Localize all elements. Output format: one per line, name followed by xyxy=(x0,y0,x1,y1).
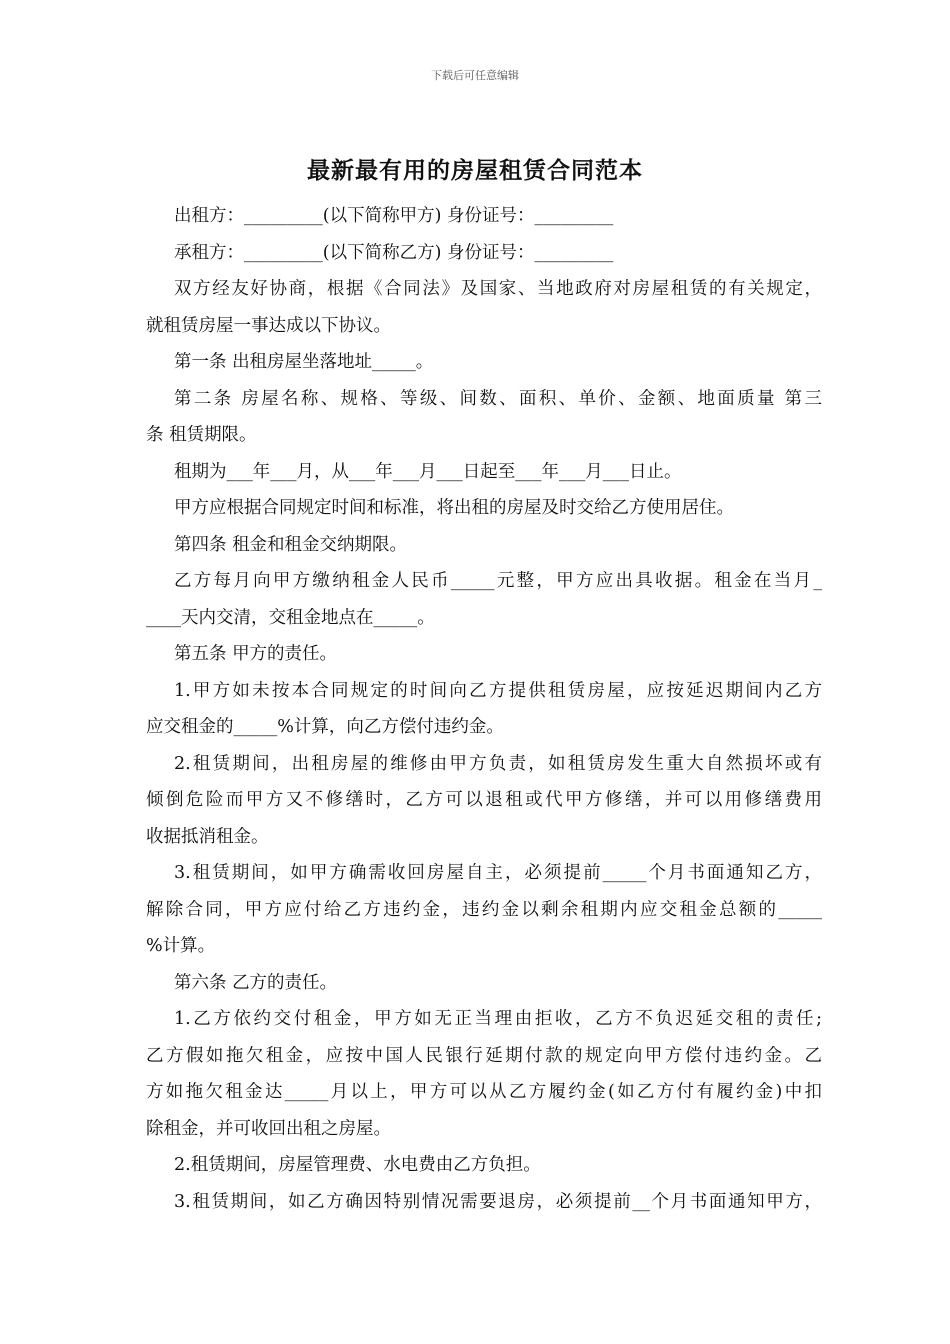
text-line: 应交租金的_____%计算，向乙方偿付违约金。 xyxy=(146,717,504,737)
text-line: 第六条 乙方的责任。 xyxy=(174,972,338,993)
text-line: 乙方假如拖欠租金，应按中国人民银行延期付款的规定向甲方偿付违约金。乙 xyxy=(146,1045,822,1066)
text-line: 第四条 租金和租金交纳期限。 xyxy=(174,534,408,555)
text-line: 收据抵消租金。 xyxy=(146,826,269,847)
text-line: 出租方：_________(以下简称甲方) 身份证号：_________ xyxy=(174,206,614,226)
text-line: 2.租赁期间，出租房屋的维修由甲方负责，如租赁房发生重大自然损坏或有 xyxy=(174,753,822,774)
text-line: 第一条 出租房屋坐落地址_____。 xyxy=(174,352,434,372)
text-line: 方如拖欠租金达_____月以上，甲方可以从乙方履约金(如乙方付有履约金)中扣 xyxy=(146,1082,822,1102)
text-line: 3.租赁期间，如乙方确因特别情况需要退房，必须提前__个月书面通知甲方， xyxy=(174,1191,822,1212)
text-line: ____天内交清，交租金地点在_____。 xyxy=(146,607,435,628)
text-line: 2.租赁期间，房屋管理费、水电费由乙方负担。 xyxy=(174,1155,541,1175)
text-line: 承租方：_________(以下简称乙方) 身份证号：_________ xyxy=(174,242,614,263)
text-line: 3.租赁期间，如甲方确需收回房屋自主，必须提前_____个月书面通知乙方， xyxy=(174,863,822,883)
text-line: 条 租赁期限。 xyxy=(146,425,257,445)
text-line: 甲方应根据合同规定时间和标准，将出租的房屋及时交给乙方使用居住。 xyxy=(174,498,734,518)
text-line: 1.甲方如未按本合同规定的时间向乙方提供租赁房屋，应按延迟期间内乙方 xyxy=(174,680,822,701)
header-note: 下载后可任意编辑 xyxy=(431,69,519,82)
text-line: 双方经友好协商，根据《合同法》及国家、当地政府对房屋租赁的有关规定， xyxy=(174,279,822,299)
text-line: %计算。 xyxy=(146,936,216,956)
text-line: 乙方每月向甲方缴纳租金人民币_____元整，甲方应出具收据。租金在当月_ xyxy=(174,571,822,591)
text-line: 第五条 甲方的责任。 xyxy=(174,644,338,664)
text-line: 解除合同，甲方应付给乙方违约金，违约金以剩余租期内应交租金总额的_____ xyxy=(146,899,822,920)
document-title: 最新最有用的房屋租赁合同范本 xyxy=(307,158,643,184)
contract-body xyxy=(146,198,822,1220)
text-line: 倾倒危险而甲方又不修缮时，乙方可以退租或代甲方修缮，并可以用修缮费用 xyxy=(146,790,822,810)
text-line: 租期为___年___月，从___年___月___日起至___年___月___日止。 xyxy=(174,461,682,482)
text-line: 除租金，并可收回出租之房屋。 xyxy=(146,1118,391,1139)
text-line: 第二条 房屋名称、规格、等级、间数、面积、单价、金额、地面质量 第三 xyxy=(174,388,822,409)
text-line: 1.乙方依约交付租金，甲方如无正当理由拒收，乙方不负迟延交租的责任; xyxy=(174,1009,822,1029)
text-line: 就租赁房屋一事达成以下协议。 xyxy=(146,315,391,336)
